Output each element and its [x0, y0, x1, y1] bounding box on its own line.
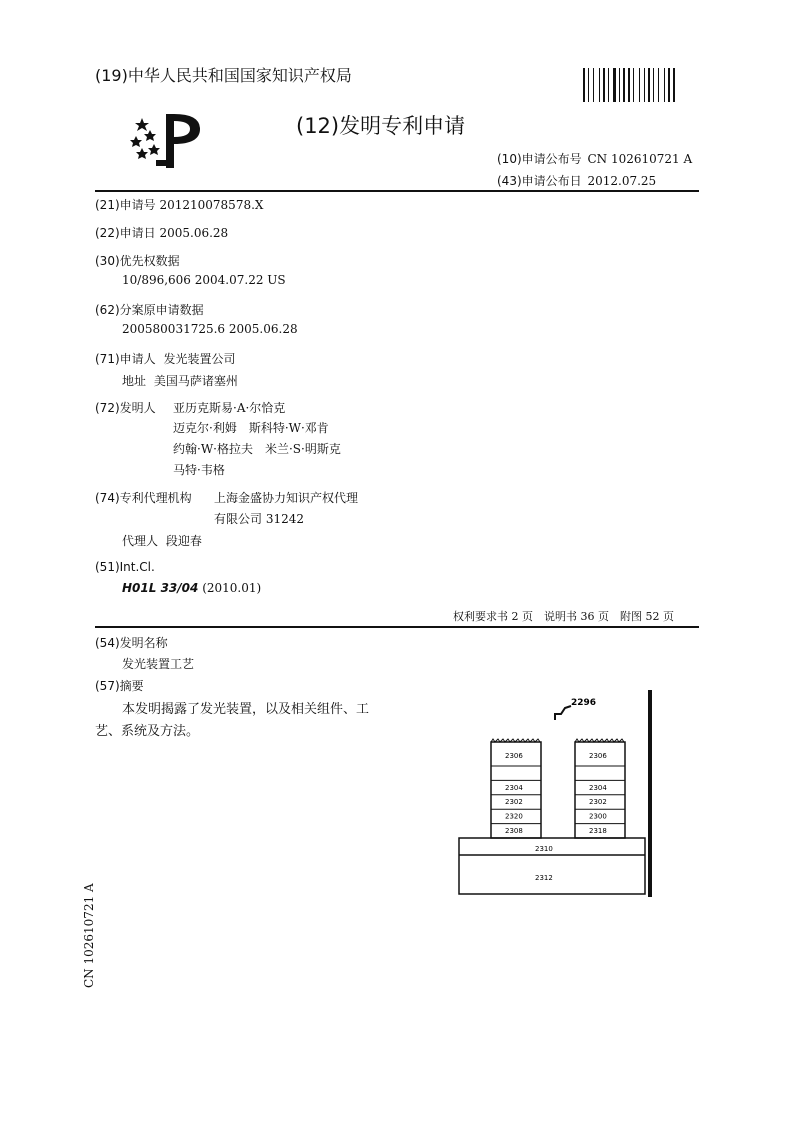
document-kind: (12)发明专利申请 [296, 114, 466, 138]
figure-layer-label: 2306 [505, 752, 523, 760]
publication-number: CN 102610721 A [587, 152, 693, 166]
figure-layer-label: 2320 [505, 812, 523, 821]
sipo-logo [128, 110, 208, 172]
publication-date: 2012.07.25 [587, 174, 657, 188]
abstract-label: (57)摘要 [95, 679, 144, 693]
barcode-bar [608, 68, 609, 102]
application-number: 201210078578.X [159, 198, 264, 212]
barcode-bar [653, 68, 654, 102]
figure-base-bottom-label: 2312 [535, 874, 553, 882]
barcode-bar [644, 68, 645, 102]
figure-layer-label: 2302 [589, 798, 607, 807]
inventor-line: 迈克尔·利姆 斯科特·W·邓肯 [173, 421, 329, 435]
address-row [122, 372, 238, 389]
int-cl-code: H01L 33/04 [122, 581, 199, 595]
barcode-bar [603, 68, 605, 102]
barcode-bar [648, 68, 650, 102]
invention-title-label: (54)发明名称 [95, 636, 168, 650]
applicant-label: (71)申请人 [95, 352, 156, 366]
application-number-label: (21)申请号 [95, 198, 156, 212]
division-label: (62)分案原申请数据 [95, 303, 204, 317]
figure-layer-label: 2304 [505, 783, 523, 792]
barcode-bar [633, 68, 634, 102]
side-publication-number: CN 102610721 A [82, 883, 96, 988]
figure-label: 2296 [571, 698, 597, 708]
address: 美国马萨诸塞州 [153, 374, 238, 388]
barcode-bar [668, 68, 670, 102]
inventor-line: 约翰·W·格拉夫 米兰·S·明斯克 [173, 442, 341, 456]
figure-layer-label: 2306 [589, 752, 607, 760]
figure-layer-label: 2304 [589, 783, 607, 792]
figure-layer-label: 2308 [505, 826, 523, 835]
agent-row [122, 532, 202, 549]
publication-date-row [497, 172, 656, 189]
barcode-bar [583, 68, 585, 102]
filing-date-row [95, 224, 228, 241]
figure-base-top-label: 2310 [535, 845, 553, 853]
figure-layer-label: 2318 [589, 826, 607, 835]
barcode-bar [658, 68, 659, 102]
division-data: 200580031725.6 2005.06.28 [122, 322, 298, 336]
body-divider [95, 626, 699, 628]
priority-label: (30)优先权数据 [95, 254, 180, 268]
figure-wall [648, 690, 652, 897]
barcode-bar [628, 68, 630, 102]
abstract-line: 艺、系统及方法。 [95, 724, 200, 739]
barcode-bar [623, 68, 625, 102]
agent-label: 代理人 [122, 534, 159, 548]
int-cl-row [122, 581, 261, 595]
inventor-line: 马特·韦格 [173, 463, 225, 477]
publication-number-row [497, 150, 692, 167]
page-counts: 权利要求书 2 页 说明书 36 页 附图 52 页 [453, 610, 674, 623]
applicant-row [95, 350, 235, 367]
barcode-bar [599, 68, 600, 102]
invention-title: 发光装置工艺 [122, 657, 195, 671]
agency-label: (74)专利代理机构 [95, 491, 192, 505]
barcode-bar [593, 68, 594, 102]
application-number-row [95, 196, 263, 213]
int-cl-label: (51)Int.Cl. [95, 560, 155, 574]
filing-date-label: (22)申请日 [95, 226, 156, 240]
figure-layer-label: 2300 [589, 812, 607, 821]
publication-date-label: (43)申请公布日 [497, 174, 582, 188]
publication-number-label: (10)申请公布号 [497, 152, 582, 166]
abstract-line: 本发明揭露了发光装置，以及相关组件、工 [122, 702, 370, 717]
figure-label-leader [555, 706, 571, 720]
barcode-bar [664, 68, 665, 102]
office-name: (19)中华人民共和国国家知识产权局 [95, 66, 352, 85]
barcode-bar [613, 68, 616, 102]
figure-layer-label: 2302 [505, 798, 523, 807]
agency-line-2: 有限公司 31242 [214, 512, 304, 526]
barcode-bar [588, 68, 589, 102]
int-cl-version: (2010.01) [202, 581, 262, 595]
agency-line-1: 上海金盛协力知识产权代理 [214, 491, 359, 505]
agent: 段迎春 [165, 534, 202, 548]
barcode-bar [639, 68, 640, 102]
header-divider [95, 190, 699, 192]
inventors-label: (72)发明人 [95, 401, 156, 415]
barcode [583, 68, 699, 102]
filing-date: 2005.06.28 [159, 226, 229, 240]
applicant: 发光装置公司 [163, 352, 236, 366]
abstract-figure [455, 688, 655, 900]
barcode-bar [673, 68, 675, 102]
barcode-bar [619, 68, 620, 102]
priority-data: 10/896,606 2004.07.22 US [122, 273, 286, 287]
inventor-line: 亚历克斯易·A·尔恰克 [173, 401, 286, 415]
address-label: 地址 [122, 374, 147, 388]
